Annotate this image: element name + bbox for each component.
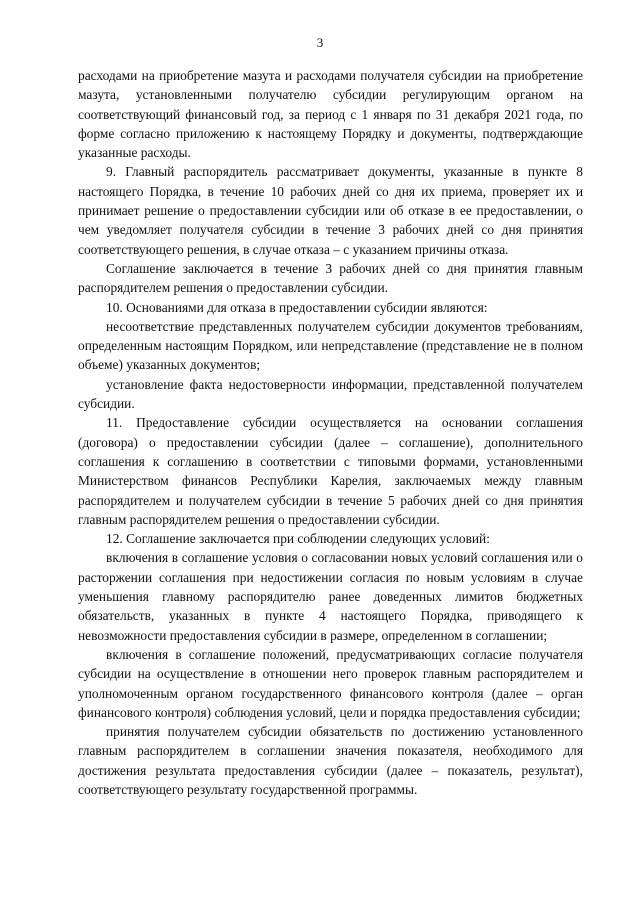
paragraph-clause-10: 10. Основаниями для отказа в предоставлении субсидии являются: xyxy=(106,299,488,315)
paragraph-condition-2: включения в соглашение положений, предусматривающих согласие получателя субсидии на осуществление в отношении него проверок главным распорядителем и уполномоченным органом государственного финансового контроля (далее – орган финансового контроля) соблюдения условий, цели и порядка предоставления субсидии; xyxy=(78,646,583,720)
paragraph-condition-3: принятия получателем субсидии обязательств по достижению установленного главным распорядителем в соглашении значения показателя, необходимого для достижения результата предоставления субсидии (далее – показатель, результат), соответствующего результату государственной программы. xyxy=(78,724,583,797)
document-body xyxy=(78,66,583,799)
paragraph-expenses-continuation: расходами на приобретение мазута и расходами получателя субсидии на приобретение мазута, установленными получателю субсидии регулирующим органом на соответствующий финансовый год, за период с 1 января по 31 декабря 2021 года, по форме согласно приложению к настоящему Порядку и документы, подтверждающие указанные расходы. xyxy=(78,68,583,161)
paragraph-refusal-ground-1: несоответствие представленных получателем субсидии документов требованиям, определенным настоящим Порядком, или непредставление (представление не в полном объеме) указанных документов; xyxy=(78,318,583,373)
paragraph-agreement-term: Соглашение заключается в течение 3 рабочих дней со дня принятия главным распорядителем решения о предоставлении субсидии. xyxy=(78,260,583,296)
paragraph-clause-11: 11. Предоставление субсидии осуществляется на основании соглашения (договора) о предоставлении субсидии (далее – соглашение), дополнительного соглашения к соглашению в соответствии с типовыми формами, установленными Министерством финансов Республики Карелия, заключаемых между главным распорядителем и получателем субсидии в течение 5 рабочих дней со дня принятия главным распорядителем решения о предоставлении субсидии. xyxy=(78,415,583,527)
paragraph-refusal-ground-2: установление факта недостоверности информации, представленной получателем субсидии. xyxy=(78,376,583,412)
paragraph-condition-1: включения в соглашение условия о согласовании новых условий соглашения или о расторжении соглашения при недостижении согласия по новым условиям в случае уменьшения главному распорядителю ранее доведенных лимитов бюджетных обязательств, указанных в пункте 4 настоящего Порядка, приводящего к невозможности предоставления субсидии в размере, определенном в соглашении; xyxy=(78,550,583,643)
page-number: 3 xyxy=(316,35,324,50)
paragraph-clause-9: 9. Главный распорядитель рассматривает документы, указанные в пункте 8 настоящего Порядка, в течение 10 рабочих дней со дня их приема, проверяет их и принимает решение о предоставлении субсидии или об отказе в ее предоставлении, о чем уведомляет получателя субсидии в течение 3 рабочих дней со дня принятия соответствующего решения, в случае отказа – с указанием причины отказа. xyxy=(78,164,583,257)
paragraph-clause-12: 12. Соглашение заключается при соблюдении следующих условий: xyxy=(106,531,490,547)
